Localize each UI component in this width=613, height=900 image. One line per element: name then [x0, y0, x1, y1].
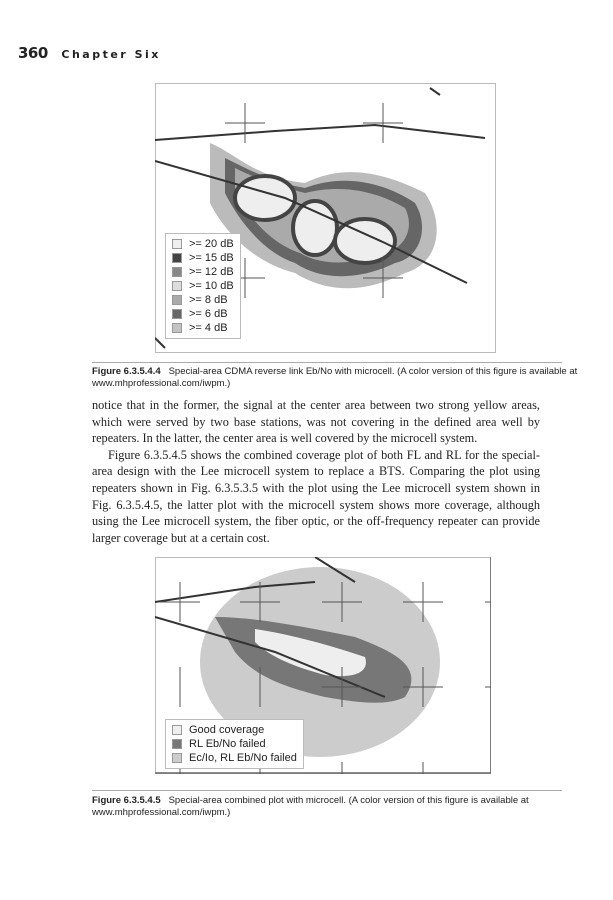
figure-2-caption — [92, 795, 582, 819]
legend-label: >= 20 dB — [189, 238, 234, 250]
legend-label: >= 15 dB — [189, 252, 234, 264]
body-line: repeaters. In the latter, the center area is well covered by the microcell system. — [92, 431, 478, 446]
body-line: notice that in the former, the signal at the center area between two strong yellow areas, — [92, 398, 540, 412]
caption-label: Figure 6.3.5.4.5 — [92, 795, 161, 806]
legend-label: >= 12 dB — [189, 266, 234, 278]
legend-swatch — [172, 739, 182, 749]
legend-item — [172, 737, 297, 751]
body-line: which were served by two base stations, was not covering in the defined area well by — [92, 414, 540, 429]
legend-label: >= 10 dB — [189, 280, 234, 292]
legend-item — [172, 237, 234, 251]
legend-swatch — [172, 281, 182, 291]
page-number: 360 — [18, 44, 48, 62]
caption-divider — [92, 362, 562, 363]
caption-text: Special-area combined plot with microcell. (A color version of this figure is available at www.mhprofessional.com/iwpm.) — [92, 795, 529, 818]
figure-2-coverage-plot — [155, 557, 491, 774]
figure-2-legend — [165, 719, 304, 769]
body-paragraphs — [92, 397, 540, 546]
legend-item — [172, 265, 234, 279]
legend-swatch — [172, 253, 182, 263]
legend-swatch — [172, 753, 182, 763]
body-line: Figure 6.3.5.4.5 shows the combined coverage plot of both FL and RL for the special- — [108, 447, 540, 462]
caption-text: Special-area CDMA reverse link Eb/No with microcell. (A color version of this figure is available at www.mhprofessional.com/iwpm.) — [92, 366, 578, 389]
running-header — [18, 43, 161, 62]
legend-item — [172, 307, 234, 321]
legend-swatch — [172, 725, 182, 735]
body-line: larger coverage but at a certain cost. — [92, 530, 270, 545]
body-line: area design with the Lee microcell system to replace a BTS. Comparing the plot using — [92, 464, 540, 479]
legend-item — [172, 279, 234, 293]
legend-label: >= 4 dB — [189, 322, 228, 334]
legend-label: Ec/Io, RL Eb/No failed — [189, 752, 297, 764]
legend-item — [172, 293, 234, 307]
legend-item — [172, 321, 234, 335]
body-line: Fig. 6.3.5.4.5, the latter plot with the microcell system shows more coverage, although — [92, 497, 540, 512]
legend-item — [172, 723, 297, 737]
caption-divider — [92, 790, 562, 791]
legend-label: Good coverage — [189, 724, 265, 736]
legend-label: RL Eb/No failed — [189, 738, 266, 750]
body-line: repeaters shown in Fig. 6.3.5.3.5 with the plot using the Lee microcell system shown in — [92, 480, 540, 495]
body-line: using the Lee microcell system, the fiber optic, or the off-frequency repeater can provide — [92, 514, 540, 529]
figure-1-coverage-plot — [155, 83, 496, 353]
figure-1-caption — [92, 366, 582, 390]
caption-label: Figure 6.3.5.4.4 — [92, 366, 161, 377]
legend-label: >= 8 dB — [189, 294, 228, 306]
chapter-title: Chapter Six — [61, 48, 161, 61]
legend-label: >= 6 dB — [189, 308, 228, 320]
legend-item — [172, 751, 297, 765]
legend-swatch — [172, 267, 182, 277]
legend-swatch — [172, 295, 182, 305]
figure-1-legend — [165, 233, 241, 339]
legend-item — [172, 251, 234, 265]
legend-swatch — [172, 239, 182, 249]
legend-swatch — [172, 309, 182, 319]
legend-swatch — [172, 323, 182, 333]
